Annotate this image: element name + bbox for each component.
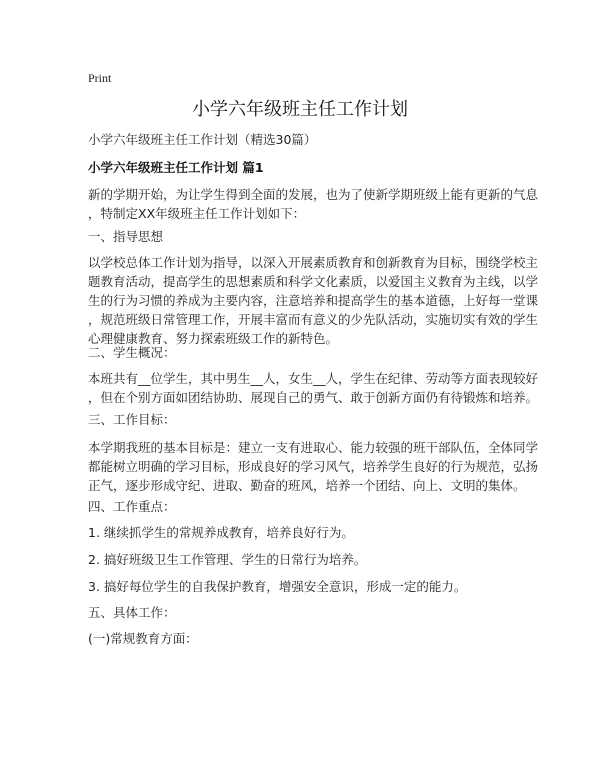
article-heading: 小学六年级班主任工作计划 篇1 — [88, 160, 264, 175]
section-heading: 三、工作目标： — [88, 412, 176, 427]
subsection-heading: (一)常规教育方面： — [88, 631, 198, 646]
subtitle: 小学六年级班主任工作计划（精选30篇） — [88, 132, 317, 147]
intro-paragraph: 新的学期开始，为让学生得到全面的发展，也为了使新学期班级上能有更新的气息 ，特制定XX年级班主任工作计划如下： — [88, 187, 539, 221]
list-item: 1. 继续抓学生的常规养成教育，培养良好行为。 — [88, 525, 354, 540]
guiding-paragraph: 以学校总体工作计划为指导，以深入开展素质教育和创新教育为目标，围绕学校主 题教育活动，提高学生的思想素质和科学文化素质，以爱国主义教育为主线，以学 生的行为习惯的养成为主要内容，注意培养和提高学生的基本道德，上好每一堂课 ，规范班级日常管理工作，开展丰富而有意义的少先队活动，实施切实有效的学生 心理健康教育、努力探索班级工作的新特色。 — [88, 255, 539, 346]
list-item: 2. 搞好班级卫生工作管理、学生的日常行为培养。 — [88, 552, 367, 567]
print-link[interactable]: Print — [88, 71, 112, 85]
section-heading: 一、指导思想 — [88, 229, 164, 244]
goals-paragraph: 本学期我班的基本目标是：建立一支有进取心、能力较强的班干部队伍，全体同学 都能树立明确的学习目标，形成良好的学习风气，培养学生良好的行为规范，弘扬 正气，逐步形成守纪、进取、勤奋的班风，培养一个团结、向上、文明的集体。 — [88, 440, 539, 493]
section-heading: 二、学生概况： — [88, 345, 176, 360]
section-heading: 五、具体工作： — [88, 605, 176, 620]
section-heading: 四、工作重点： — [88, 499, 176, 514]
students-paragraph: 本班共有__位学生，其中男生__人，女生__人，学生在纪律、劳动等方面表现较好 ，但在个别方面如团结协助、展现自己的勇气、敢于创新方面仍有待锻炼和培养。 — [88, 371, 539, 405]
page-title: 小学六年级班主任工作计划 — [192, 99, 408, 120]
list-item: 3. 搞好每位学生的自我保护教育，增强安全意识，形成一定的能力。 — [88, 579, 467, 594]
